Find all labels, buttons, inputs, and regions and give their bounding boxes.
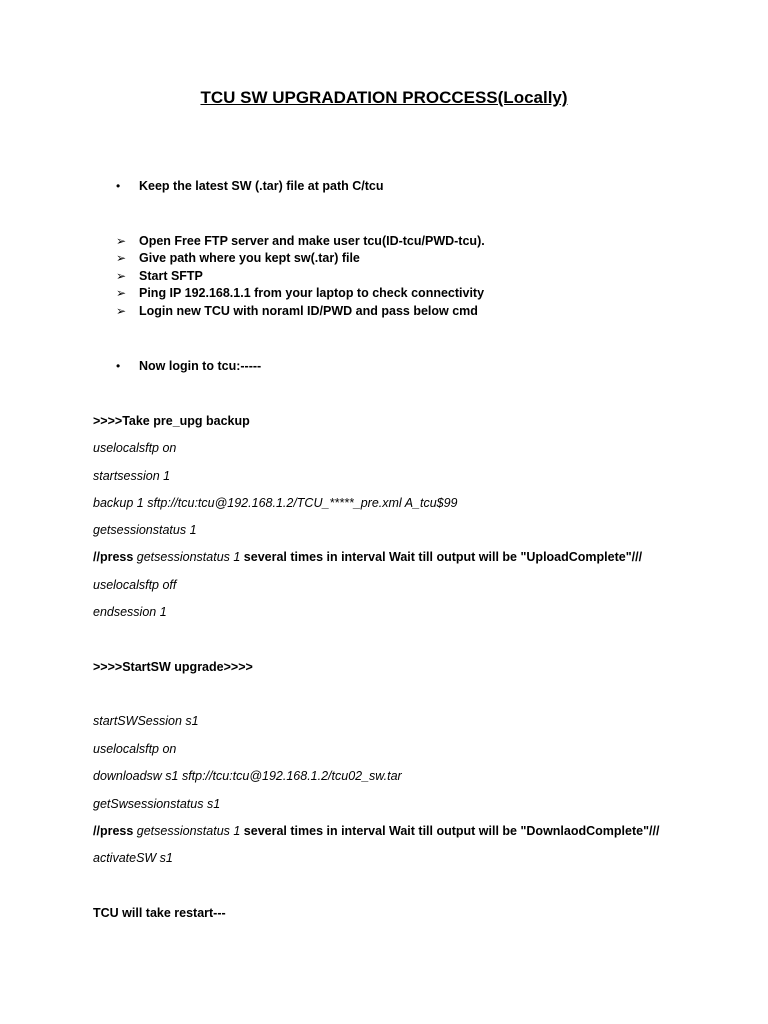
note-suffix: "/// xyxy=(643,824,660,838)
step-text-end: from your laptop to check connectivity xyxy=(250,286,485,300)
command-line: activateSW s1 xyxy=(93,851,173,865)
note-middle: several times in interval Wait till output will be " xyxy=(240,550,527,564)
command-line: getSwsessionstatus s1 xyxy=(93,797,221,811)
note-suffix: "/// xyxy=(625,550,643,564)
section-heading-backup: >>>>Take pre_upg backup xyxy=(93,414,250,428)
bullet-item-keep-sw xyxy=(116,178,383,194)
command-line: downloadsw s1 sftp://tcu:tcu@192.168.1.2/tcu02_sw.tar xyxy=(93,769,402,783)
step-item-ftp-server xyxy=(116,233,485,249)
note-middle: several times in interval Wait till output will be " xyxy=(240,824,527,838)
note-command: getsessionstatus 1 xyxy=(136,824,241,838)
command-line: endsession 1 xyxy=(93,605,167,619)
arrow-marker: ➢ xyxy=(116,304,127,318)
step-text: Open Free FTP server and make user xyxy=(139,234,364,248)
bullet-marker: • xyxy=(116,359,121,373)
step-item-start-sftp xyxy=(116,268,203,284)
document-title: TCU SW UPGRADATION PROCCESS(Locally) xyxy=(200,88,568,107)
step-item-give-path xyxy=(116,250,360,266)
note-status: UploadComplete xyxy=(526,550,626,564)
step-text: Start SFTP xyxy=(139,269,203,283)
command-line: startsession 1 xyxy=(93,469,171,483)
instruction-note-upload xyxy=(93,549,642,565)
command-line: getsessionstatus 1 xyxy=(93,523,197,537)
step-item-ping xyxy=(116,285,484,301)
bullet-text: Now login to tcu:----- xyxy=(139,359,262,373)
bullet-item-login-tcu xyxy=(116,358,261,374)
bullet-marker: • xyxy=(116,179,121,193)
note-prefix: //press xyxy=(93,550,137,564)
command-line: backup 1 sftp://tcu:tcu@192.168.1.2/TCU_*****_pre.xml A_tcu$99 xyxy=(93,496,458,510)
arrow-marker: ➢ xyxy=(116,286,127,300)
command-line: uselocalsftp off xyxy=(93,578,177,592)
step-item-login xyxy=(116,303,478,319)
step-text: Give path where you kept sw(.tar) file xyxy=(139,251,360,265)
step-ip-address: 192.168.1.1 xyxy=(184,286,251,300)
command-line: uselocalsftp on xyxy=(93,441,177,455)
bullet-text: Keep the latest SW (.tar) file at path C/tcu xyxy=(139,179,384,193)
arrow-marker: ➢ xyxy=(116,251,127,265)
step-credentials: tcu(ID-tcu/PWD-tcu xyxy=(363,234,478,248)
command-line: uselocalsftp on xyxy=(93,742,177,756)
note-prefix: //press xyxy=(93,824,137,838)
footer-note: TCU will take restart--- xyxy=(93,906,226,920)
step-text: Ping IP xyxy=(139,286,185,300)
step-text-end: ). xyxy=(477,234,485,248)
step-text: Login new TCU with noraml ID/PWD and pass below cmd xyxy=(139,304,478,318)
command-line: startSWSession s1 xyxy=(93,714,199,728)
instruction-note-download xyxy=(93,823,659,839)
note-status: DownlaodComplete xyxy=(526,824,644,838)
arrow-marker: ➢ xyxy=(116,269,127,283)
arrow-marker: ➢ xyxy=(116,234,127,248)
section-heading-upgrade: >>>>StartSW upgrade>>>> xyxy=(93,660,253,674)
note-command: getsessionstatus 1 xyxy=(136,550,241,564)
